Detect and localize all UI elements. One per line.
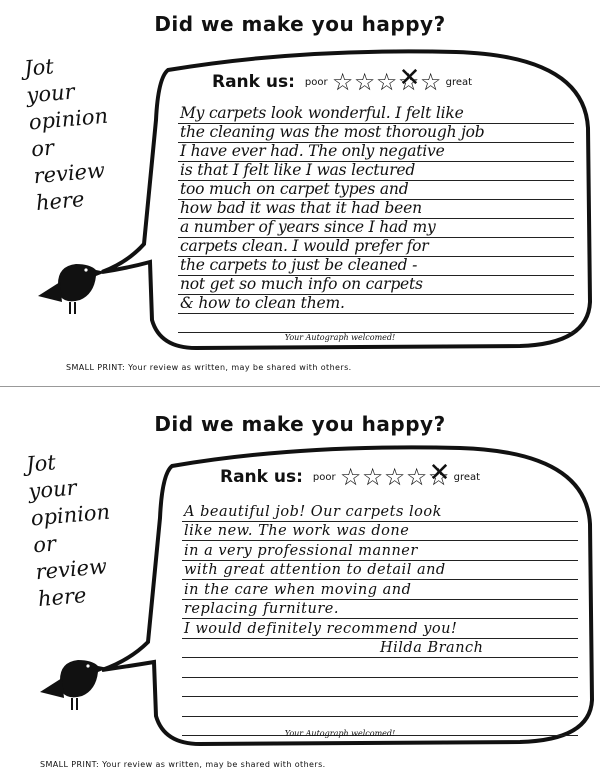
rank-row (220, 465, 484, 489)
ruled-line (178, 124, 574, 143)
rank-row (212, 70, 476, 94)
rank-high-label: great (453, 471, 481, 483)
star-icon[interactable]: ☆ (361, 463, 384, 491)
bird-icon (38, 656, 108, 718)
jot-word: your (25, 79, 76, 108)
star-icon[interactable]: ☆ (339, 463, 362, 491)
autograph-note: Your Autograph welcomed! (284, 729, 396, 738)
ruled-line (182, 522, 578, 542)
star-icon[interactable]: ☆ ✕ (428, 465, 450, 489)
small-print: SMALL PRINT: Your review as written, may be shared with others. (66, 363, 352, 372)
ruled-line (178, 219, 574, 238)
jot-prompt (23, 49, 116, 217)
ruled-line (182, 541, 578, 561)
ruled-line (182, 502, 578, 522)
ruled-line (178, 295, 574, 314)
star-icon[interactable]: ☆ (375, 68, 398, 96)
card-title: Did we make you happy? (154, 12, 446, 36)
star-icon[interactable]: ☆ (353, 68, 376, 96)
handwritten-text: I have ever had. The only negative (180, 142, 445, 160)
handwritten-text: like new. The work was done (184, 523, 410, 539)
handwritten-text: the cleaning was the most thorough job (180, 123, 485, 141)
star-icon[interactable]: ☆ (383, 463, 406, 491)
handwritten-text: I would definitely recommend you! (184, 620, 458, 637)
jot-word: or (32, 531, 57, 558)
handwritten-text: is that I felt like I was lectured (180, 161, 416, 179)
star-icon[interactable]: ☆ (419, 68, 442, 96)
review-lines (182, 502, 578, 736)
handwritten-text: replacing furniture. (184, 601, 339, 617)
ruled-line (182, 678, 578, 698)
ruled-line (178, 181, 574, 200)
star-rating[interactable] (340, 465, 450, 489)
handwritten-text: in the care when moving and (184, 581, 412, 598)
ruled-line (182, 697, 578, 717)
handwritten-text: too much on carpet types and (180, 180, 409, 198)
ruled-line (178, 257, 574, 276)
rank-label: Rank us: (220, 467, 303, 487)
star-icon[interactable]: ☆ (331, 68, 354, 96)
ruled-line (178, 238, 574, 257)
handwritten-text: A beautiful job! Our carpets look (184, 503, 442, 520)
jot-word: opinion (29, 499, 111, 531)
handwritten-text: how bad it was that it had been (180, 199, 422, 217)
card-title: Did we make you happy? (154, 412, 446, 436)
handwritten-text: not get so much info on carpets (180, 275, 423, 293)
review-lines (178, 105, 574, 333)
signature: Hilda Branch (380, 640, 484, 656)
ruled-line (182, 658, 578, 678)
ruled-line (178, 200, 574, 219)
handwritten-text: My carpets look wonderful. I felt like (180, 104, 464, 122)
autograph-note: Your Autograph welcomed! (284, 333, 396, 342)
jot-word: opinion (27, 103, 109, 135)
star-rating[interactable] (332, 70, 442, 94)
ruled-line (182, 561, 578, 581)
card-divider (0, 386, 600, 387)
rank-low-label: poor (304, 76, 328, 88)
ruled-line (182, 639, 578, 659)
rank-low-label: poor (312, 471, 336, 483)
small-print: SMALL PRINT: Your review as written, may be shared with others. (40, 760, 326, 769)
review-card-2 (0, 390, 600, 775)
jot-word: here (34, 187, 86, 216)
ruled-line (182, 619, 578, 639)
rank-high-label: great (445, 76, 473, 88)
ruled-line (182, 580, 578, 600)
review-card-1 (0, 0, 600, 384)
star-icon[interactable]: ☆ ✕ (398, 70, 420, 94)
jot-word: Jot (23, 54, 55, 81)
bird-icon (36, 260, 106, 322)
handwritten-text: & how to clean them. (180, 294, 345, 312)
star-icon[interactable]: ☆ (405, 463, 428, 491)
jot-word: or (30, 135, 55, 162)
jot-word: review (34, 554, 108, 585)
jot-word: here (36, 583, 88, 612)
ruled-line (178, 143, 574, 162)
handwritten-text: the carpets to just be cleaned - (180, 256, 418, 274)
handwritten-text: a number of years since I had my (180, 218, 436, 236)
ruled-line (178, 276, 574, 295)
ruled-line (182, 600, 578, 620)
jot-word: Jot (25, 450, 57, 477)
ruled-line (178, 105, 574, 124)
rank-label: Rank us: (212, 72, 295, 92)
ruled-line (178, 162, 574, 181)
ruled-line (178, 314, 574, 333)
jot-word: review (32, 158, 106, 189)
handwritten-text: carpets clean. I would prefer for (180, 237, 429, 255)
jot-word: your (27, 475, 78, 504)
handwritten-text: in a very professional manner (184, 542, 418, 559)
handwritten-text: with great attention to detail and (184, 562, 446, 578)
jot-prompt (25, 445, 118, 613)
